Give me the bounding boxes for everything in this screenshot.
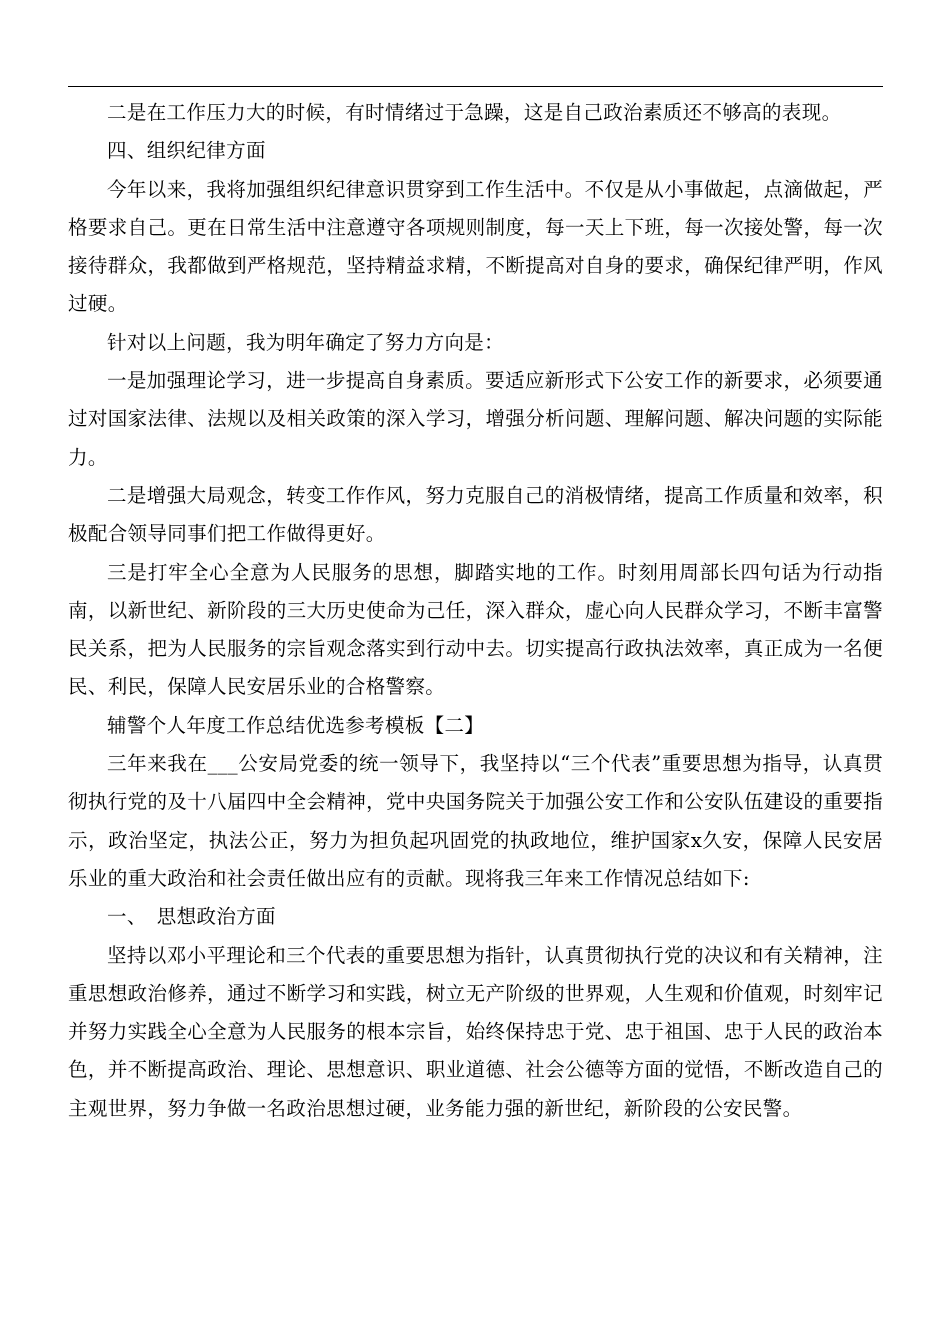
header-rule (68, 86, 883, 87)
template-title: 辅警个人年度工作总结优选参考模板【二】 (107, 713, 485, 737)
document-body (68, 94, 883, 1128)
paragraph-direction-intro: 针对以上问题，我为明年确定了努力方向是： (107, 330, 505, 354)
paragraph-ideology: 坚持以邓小平理论和三个代表的重要思想为指针，认真贯彻执行党的决议和有关精神，注重思想政治修养，通过不断学习和实践，树立无产阶级的世界观，人生观和价值观，时刻牢记并努力实践全心全意为人民服务的根本宗旨，始终保持忠于党、忠于祖国、忠于人民的政治本色，并不断提高政治、理论、思想意识、职业道德、社会公德等方面的觉悟，不断改造自己的主观世界，努力争做一名政治思想过硬，业务能力强的新世纪，新阶段的公安民警。 (68, 943, 883, 1120)
paragraph-direction-theory: 一是加强理论学习，进一步提高自身素质。要适应新形式下公安工作的新要求，必须要通过对国家法律、法规以及相关政策的深入学习，增强分析问题、理解问题、解决问题的实际能力。 (68, 369, 883, 469)
section-heading-ideology: 一、 思想政治方面 (107, 905, 276, 929)
paragraph-direction-overall: 二是增强大局观念，转变工作作风，努力克服自己的消极情绪，提高工作质量和效率，积极配合领导同事们把工作做得更好。 (68, 483, 883, 546)
paragraph-three-years-intro: 三年来我在___公安局党委的统一领导下，我坚持以“三个代表”重要思想为指导，认真贯彻执行党的及十八届四中全会精神，党中央国务院关于加强公安工作和公安队伍建设的重要指示，政治坚定，执法公正，努力为担负起巩固党的执政地位，维护国家x久安，保障人民安居乐业的重大政治和社会责任做出应有的贡献。现将我三年来工作情况总结如下: (68, 752, 883, 890)
paragraph-discipline: 今年以来，我将加强组织纪律意识贯穿到工作生活中。不仅是从小事做起，点滴做起，严格要求自己。更在日常生活中注意遵守各项规则制度，每一天上下班，每一次接处警，每一次接待群众，我都做到严格规范，坚持精益求精，不断提高对自身的要求，确保纪律严明，作风过硬。 (68, 177, 883, 316)
section-heading-discipline: 四、组织纪律方面 (107, 139, 266, 163)
paragraph-direction-service: 三是打牢全心全意为人民服务的思想，脚踏实地的工作。时刻用周部长四句话为行动指南，以新世纪、新阶段的三大历史使命为己任，深入群众，虚心向人民群众学习，不断丰富警民关系，把为人民服务的宗旨观念落实到行动中去。切实提高行政执法效率，真正成为一名便民、利民，保障人民安居乐业的合格警察。 (68, 560, 883, 699)
paragraph-weakness-temper: 二是在工作压力大的时候，有时情绪过于急躁，这是自己政治素质还不够高的表现。 (107, 101, 842, 124)
